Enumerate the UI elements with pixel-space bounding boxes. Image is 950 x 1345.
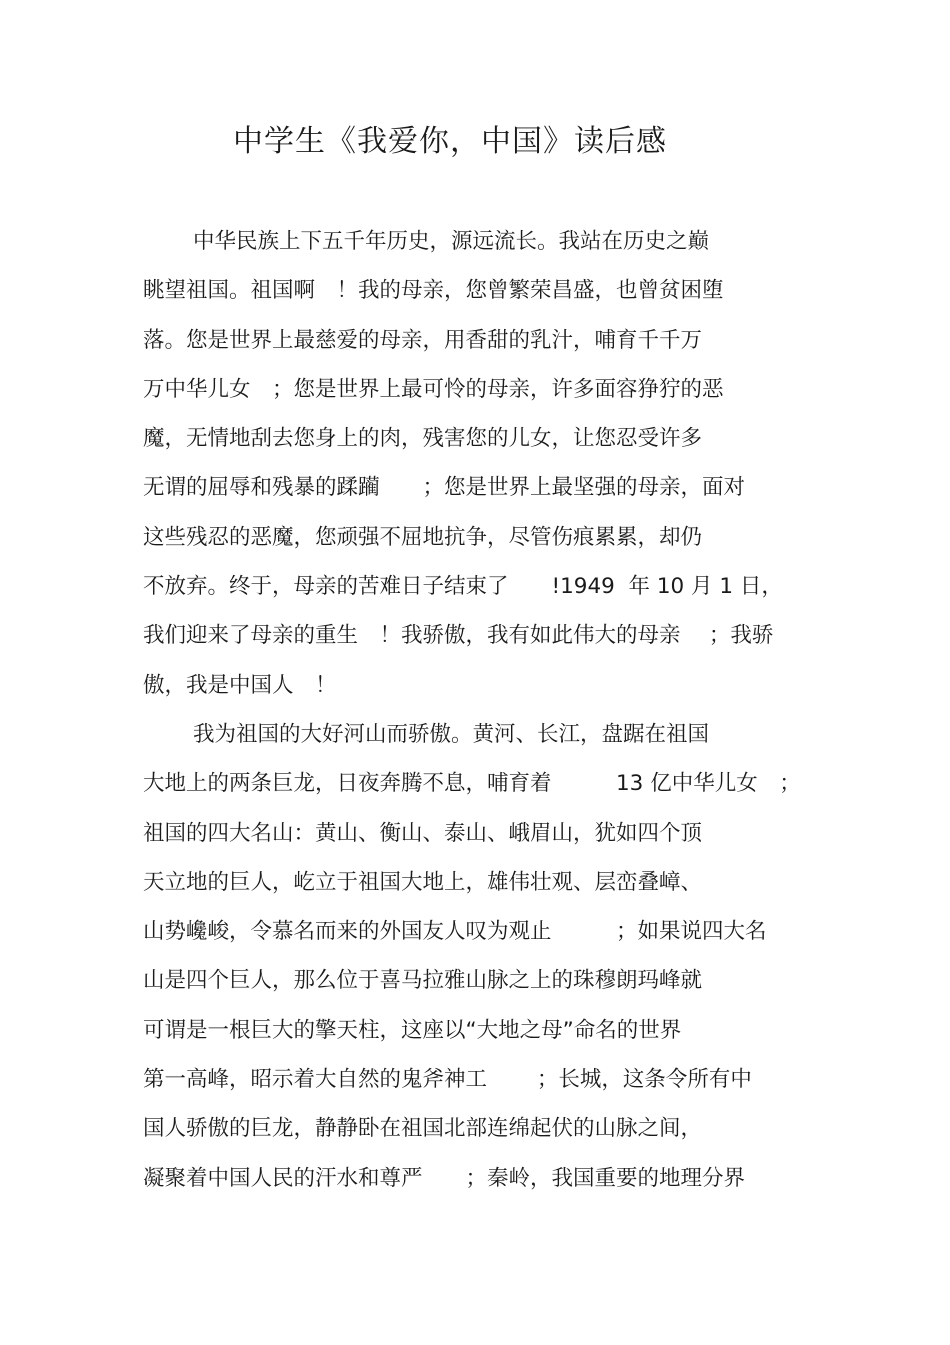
text-line: 这些残忍的恶魔，您顽强不屈地抗争，尽管伤痕累累，却仍 bbox=[143, 524, 703, 550]
paragraph-first-line: 中华民族上下五千年历史，源远流长。我站在历史之巅 bbox=[193, 229, 710, 254]
text-line: 天立地的巨人，屹立于祖国大地上，雄伟壮观、层峦叠嶂、 bbox=[143, 869, 703, 895]
text-line: 山是四个巨人，那么位于喜马拉雅山脉之上的珠穆朗玛峰就 bbox=[143, 968, 703, 994]
document-title: 中学生《我爱你，中国》读后感 bbox=[233, 124, 667, 159]
text-line: 我们迎来了母亲的重生 ！我骄傲，我有如此伟大的母亲 ；我骄 bbox=[143, 623, 774, 649]
text-line: 大地上的两条巨龙，日夜奔腾不息，哺育着 13 亿中华儿女 ； bbox=[143, 771, 801, 797]
text-line: 傲，我是中国人 ！ bbox=[143, 672, 337, 698]
text-line: 祖国的四大名山：黄山、衡山、泰山、峨眉山，犹如四个顶 bbox=[143, 820, 703, 846]
text-line: 魔，无情地刮去您身上的肉，残害您的儿女，让您忍受许多 bbox=[143, 426, 703, 452]
text-line: 无谓的屈辱和残暴的蹂躏 ；您是世界上最坚强的母亲，面对 bbox=[143, 475, 746, 501]
text-line: 山势巉峻，令慕名而来的外国友人叹为观止 ；如果说四大名 bbox=[143, 919, 767, 945]
text-line: 眺望祖国。祖国啊 ！我的母亲，您曾繁荣昌盛，也曾贫困堕 bbox=[143, 278, 724, 304]
paragraph-first-line: 我为祖国的大好河山而骄傲。黄河、长江，盘踞在祖国 bbox=[193, 721, 710, 747]
text-line: 国人骄傲的巨龙，静静卧在祖国北部连绵起伏的山脉之间， bbox=[143, 1116, 703, 1142]
text-line: 凝聚着中国人民的汗水和尊严 ；秦岭，我国重要的地理分界 bbox=[143, 1165, 746, 1191]
text-line: 第一高峰，昭示着大自然的鬼斧神工 ；长城，这条令所有中 bbox=[143, 1067, 752, 1093]
document-body bbox=[143, 222, 843, 1208]
text-line: 可谓是一根巨大的擎天柱，这座以“大地之母”命名的世界 bbox=[143, 1017, 682, 1043]
text-line: 不放弃。终于，母亲的苦难日子结束了 !1949 年 10 月 1 日， bbox=[143, 574, 783, 600]
text-line: 万中华儿女 ；您是世界上最可怜的母亲，许多面容狰狞的恶 bbox=[143, 376, 724, 402]
text-line: 落。您是世界上最慈爱的母亲，用香甜的乳汁，哺育千千万 bbox=[143, 327, 703, 353]
